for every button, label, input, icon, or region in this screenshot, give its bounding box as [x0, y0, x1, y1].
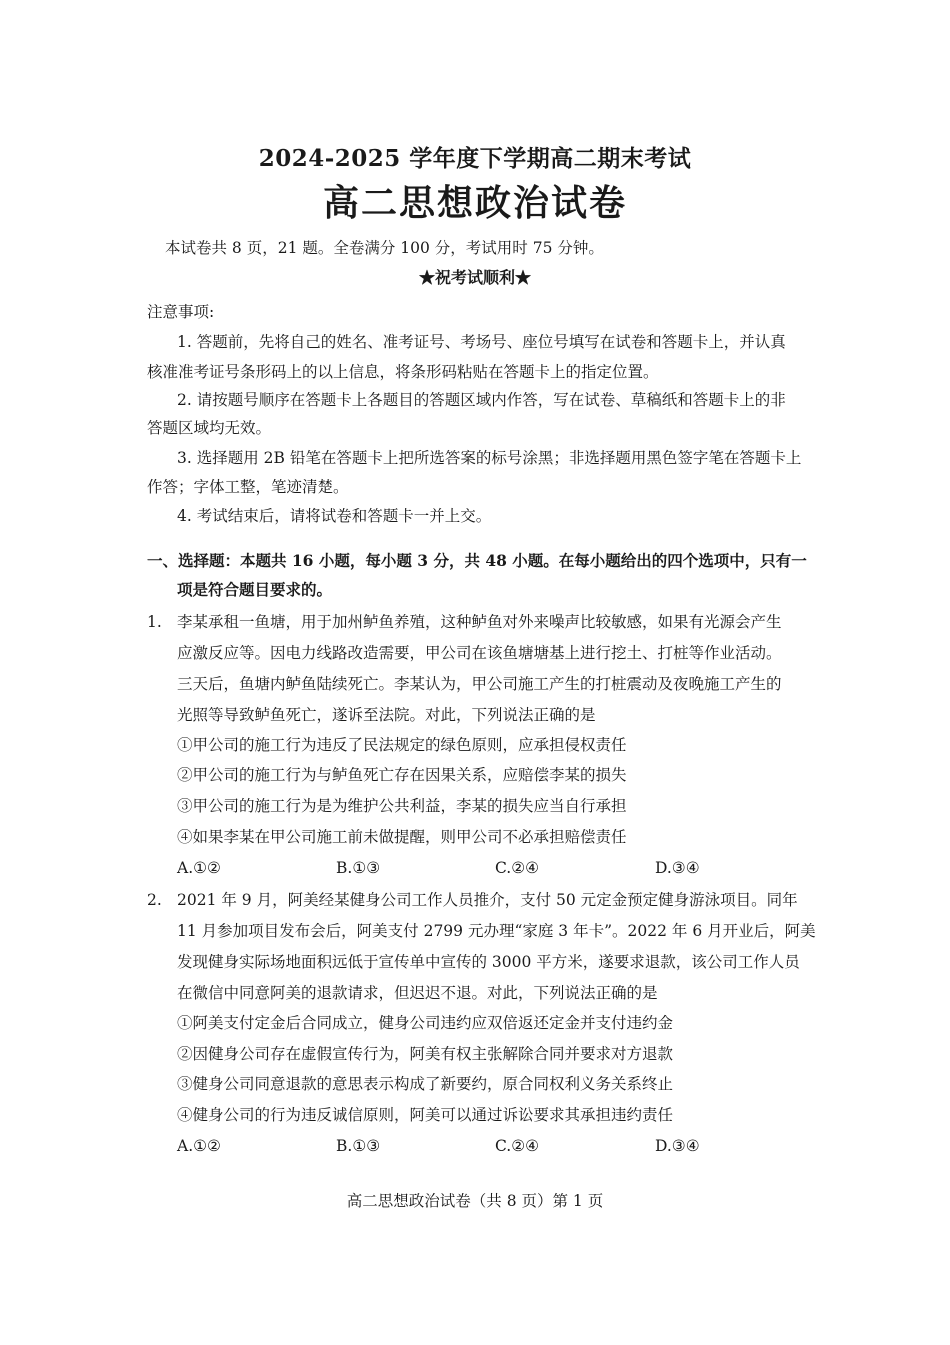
notice-line: 答题区域均无效。 — [147, 419, 272, 437]
statement: ④如果李某在甲公司施工前未做提醒，则甲公司不必承担赔偿责任 — [177, 828, 627, 846]
notice-line: 4. 考试结束后，请将试卷和答题卡一并上交。 — [177, 507, 492, 525]
question-stem-line: 应激反应等。因电力线路改造需要，甲公司在该鱼塘塘基上进行挖土、打桩等作业活动。 — [177, 644, 782, 662]
option-d: D.③④ — [655, 1137, 700, 1155]
exam-subtitle: 2024-2025 学年度下学期高二期末考试 — [258, 145, 692, 172]
notice-line: 作答；字体工整，笔迹清楚。 — [147, 478, 349, 496]
blessing: ★祝考试顺利★ — [418, 268, 531, 287]
question-stem-line: 11 月参加项目发布会后，阿美支付 2799 元办理“家庭 3 年卡”。2022 年 6 月开业后，阿美 — [177, 922, 816, 940]
option-d: D.③④ — [655, 859, 700, 877]
option-c: C.②④ — [495, 859, 540, 877]
option-a: A.①② — [177, 1137, 221, 1155]
question-stem-line: 2021 年 9 月，阿美经某健身公司工作人员推介，支付 50 元定金预定健身游泳项目。同年 — [177, 891, 798, 909]
option-c: C.②④ — [495, 1137, 540, 1155]
statement: ④健身公司的行为违反诚信原则，阿美可以通过诉讼要求其承担违约责任 — [177, 1106, 674, 1124]
page-footer: 高二思想政治试卷（共 8 页）第 1 页 — [346, 1192, 604, 1210]
exam-title: 高二思想政治试卷 — [322, 182, 627, 224]
question-stem-line: 光照等导致鲈鱼死亡，遂诉至法院。对此，下列说法正确的是 — [177, 706, 596, 724]
notice-line: 1. 答题前，先将自己的姓名、准考证号、考场号、座位号填写在试卷和答题卡上，并认真 — [177, 333, 786, 351]
statement: ②甲公司的施工行为与鲈鱼死亡存在因果关系，应赔偿李某的损失 — [177, 766, 627, 784]
question-stem-line: 三天后，鱼塘内鲈鱼陆续死亡。李某认为，甲公司施工产生的打桩震动及夜晚施工产生的 — [177, 675, 782, 693]
question-stem-line: 李某承租一鱼塘，用于加州鲈鱼养殖，这种鲈鱼对外来噪声比较敏感，如果有光源会产生 — [177, 613, 782, 631]
option-b: B.①③ — [336, 1137, 381, 1155]
question-number: 1. — [147, 613, 162, 631]
notice-line: 2. 请按题号顺序在答题卡上各题目的答题区域内作答，写在试卷、草稿纸和答题卡上的非 — [177, 391, 786, 409]
notice-line: 3. 选择题用 2B 铅笔在答题卡上把所选答案的标号涂黑；非选择题用黑色签字笔在答题卡上 — [177, 449, 802, 467]
notice-heading: 注意事项: — [147, 303, 215, 321]
option-a: A.①② — [177, 859, 221, 877]
notice-line: 核准准考证号条形码上的以上信息，将条形码粘贴在答题卡上的指定位置。 — [147, 363, 659, 381]
option-b: B.①③ — [336, 859, 381, 877]
statement: ②因健身公司存在虚假宣传行为，阿美有权主张解除合同并要求对方退款 — [177, 1045, 674, 1063]
section-heading-cont: 项是符合题目要求的。 — [177, 580, 333, 599]
exam-info: 本试卷共 8 页，21 题。全卷满分 100 分，考试用时 75 分钟。 — [165, 239, 604, 257]
question-stem-line: 发现健身实际场地面积远低于宣传单中宣传的 3000 平方米，遂要求退款，该公司工作人员 — [177, 953, 800, 971]
statement: ①阿美支付定金后合同成立，健身公司违约应双倍返还定金并支付违约金 — [177, 1014, 674, 1032]
question-number: 2. — [147, 891, 162, 909]
statement: ③甲公司的施工行为是为维护公共利益，李某的损失应当自行承担 — [177, 797, 627, 815]
statement: ③健身公司同意退款的意思表示构成了新要约，原合同权利义务关系终止 — [177, 1075, 674, 1093]
question-stem-line: 在微信中同意阿美的退款请求，但迟迟不退。对此，下列说法正确的是 — [177, 984, 658, 1002]
section-heading: 一、选择题：本题共 16 小题，每小题 3 分，共 48 小题。在每小题给出的四个选项中，只有一 — [147, 551, 807, 570]
statement: ①甲公司的施工行为违反了民法规定的绿色原则，应承担侵权责任 — [177, 736, 627, 754]
